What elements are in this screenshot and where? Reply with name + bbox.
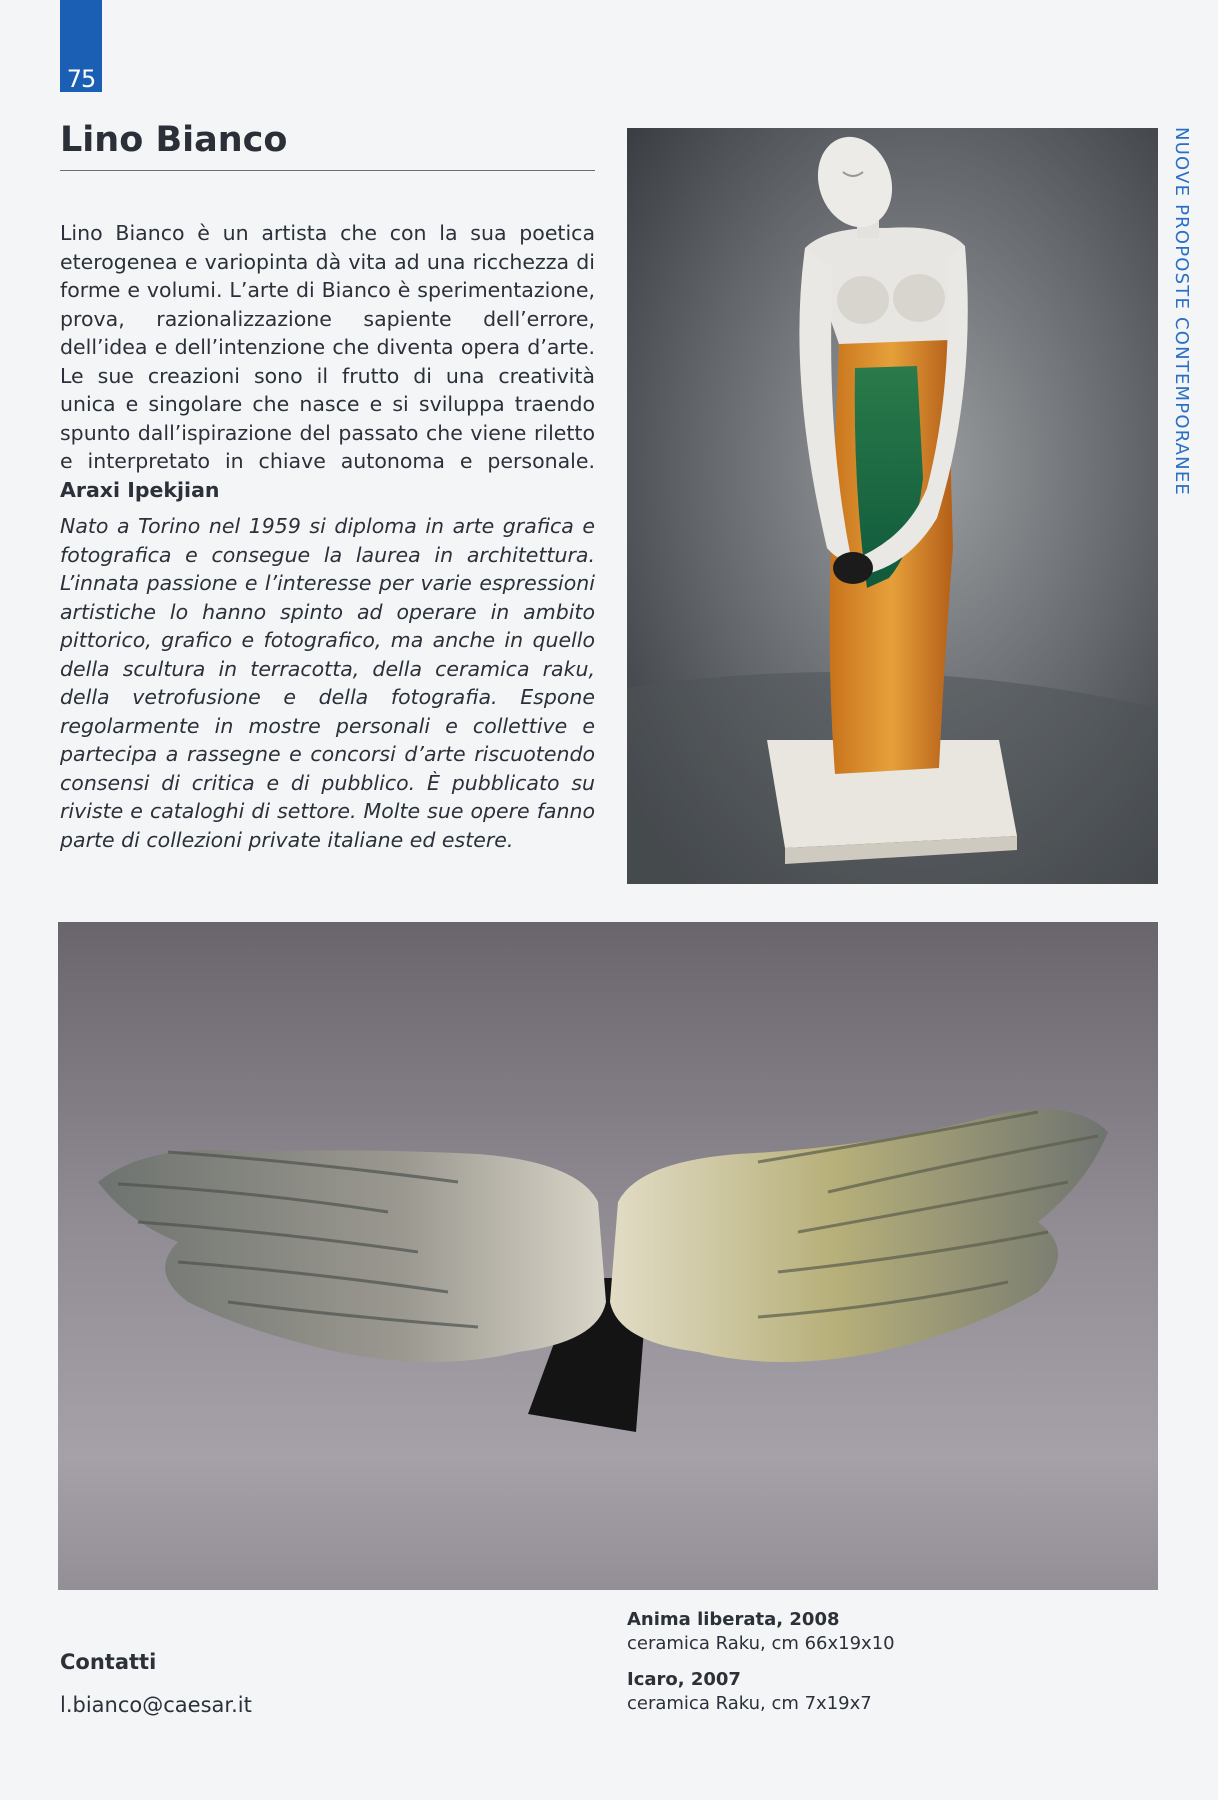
critique-paragraph [60, 219, 595, 504]
contact-email-link[interactable]: l.bianco@caesar.it [60, 1693, 252, 1717]
artwork-medium-2: ceramica Raku, cm 7x19x7 [627, 1693, 872, 1714]
critique-text: Lino Bianco è un artista che con la sua poetica eterogenea e variopinta dà vita ad una ricchezza di forme e volumi. L’arte di Bianco è sperimentazione, prova, razionalizzazione sapiente dell’errore, dell’idea e dell’intenzione che diventa opera d’arte. Le sue creazioni sono il frutto di una creatività unica e singolare che nasce e si sviluppa traendo spunto dall’ispirazione del passato che viene riletto e interpretato in chiave autonoma e personale. [60, 221, 595, 473]
bio-text [60, 219, 595, 862]
contacts-heading: Contatti [60, 1650, 157, 1674]
biography-paragraph: Nato a Torino nel 1959 si diploma in arte grafica e fotografica e consegue la laurea in architettura. L’innata passione e l’interesse per varie espressioni artistiche lo hanno spinto ad operare in ambito pittorico, grafico e fotografico, ma anche in quello della scultura in terracotta, della ceramica raku, della vetrofusione e della fotografia. Espone regolarmente in mostre personali e collettive e partecipa a rassegne e concorsi d’arte riscuotendo consensi di critica e di pubblico. È pubblicato su riviste e cataloghi di settore. Molte sue opere fanno parte di collezioni private italiane ed estere. [60, 514, 595, 852]
artwork-medium-1: ceramica Raku, cm 66x19x10 [627, 1633, 895, 1654]
artwork-photo-icaro [58, 922, 1158, 1590]
artwork-title-1: Anima liberata, 2008 [627, 1609, 840, 1630]
artwork-photo-anima-liberata [627, 128, 1158, 884]
artwork-caption-1 [627, 1608, 895, 1656]
critique-author: Araxi Ipekjian [60, 477, 220, 502]
artwork-title-2: Icaro, 2007 [627, 1669, 741, 1690]
section-label: NUOVE PROPOSTE CONTEMPORANEE [1171, 127, 1192, 496]
artwork-caption-2 [627, 1668, 872, 1716]
title-divider [60, 170, 595, 171]
wings-sculpture-illustration [58, 922, 1158, 1590]
page-number: 75 [66, 65, 96, 93]
figure-sculpture-illustration [627, 128, 1158, 884]
artist-name: Lino Bianco [60, 120, 288, 160]
